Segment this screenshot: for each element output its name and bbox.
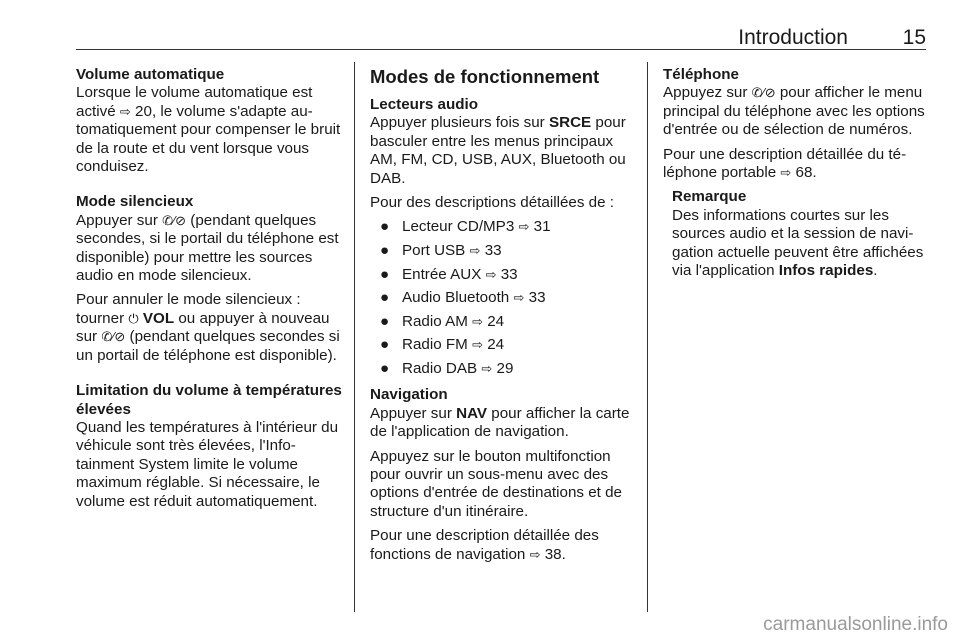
- phone-mute-icon: ✆⁄⊘: [162, 212, 187, 228]
- watermark: carmanualsonline.info: [763, 614, 948, 635]
- list-item: ● Port USB ⇨ 33: [380, 242, 502, 260]
- middle-column: [370, 66, 636, 570]
- list-item: ● Radio AM ⇨ 24: [380, 312, 505, 330]
- page-header: [76, 26, 926, 50]
- list-item: ● Audio Bluetooth ⇨ 33: [380, 289, 546, 307]
- paragraph: Appuyer plusieurs fois sur SRCE pour basculer entre les menus principaux AM, FM, CD, USB, AUX, Bluetooth ou DAB.: [370, 114, 626, 187]
- section-heading: Volume automatique: [76, 66, 225, 83]
- ref-arrow-icon: ⇨: [481, 361, 493, 376]
- power-icon: ⏻: [128, 310, 139, 326]
- phone-mute-icon: ✆⁄⊘: [101, 329, 126, 345]
- left-column: [76, 66, 344, 517]
- ref-arrow-icon: ⇨: [780, 165, 792, 181]
- phone-mute-icon: ✆⁄⊘: [751, 85, 776, 101]
- section-heading: Téléphone: [663, 66, 739, 83]
- paragraph: Pour des descriptions détaillées de :: [370, 194, 614, 212]
- page-number: 15: [902, 26, 926, 49]
- header-divider: [76, 49, 926, 50]
- list-item: ● Radio DAB ⇨ 29: [380, 360, 514, 377]
- paragraph: Pour annuler le mode silencieux : tourner ⏻ VOL ou appuyer à nouveau sur ✆⁄⊘ (pendant quelques secondes si un portail de téléphone est disponible).: [76, 291, 340, 364]
- section-heading: Limitation du volume à températures élevées: [76, 382, 342, 418]
- ref-arrow-icon: ⇨: [469, 243, 481, 259]
- ref-arrow-icon: ⇨: [485, 266, 497, 282]
- section-heading: Lecteurs audio: [370, 96, 479, 113]
- audio-source-list: [370, 218, 636, 378]
- remark-box: [663, 188, 929, 280]
- paragraph: Appuyez sur le bouton multifonction pour ouvrir un sous-menu avec des options d'entrée de destinations et de structure d'un itinéraire.: [370, 447, 622, 520]
- right-column: [663, 66, 929, 286]
- ref-arrow-icon: ⇨: [513, 290, 525, 306]
- ref-arrow-icon: ⇨: [518, 219, 530, 235]
- ref-arrow-icon: ⇨: [472, 337, 483, 353]
- remark-heading: Remarque: [672, 188, 747, 206]
- chapter-title: Modes de fonctionnement: [370, 66, 600, 87]
- list-item: ● Lecteur CD/MP3 ⇨ 31: [380, 218, 551, 236]
- column-divider-left: [354, 62, 355, 612]
- paragraph: Lorsque le volume automatique est activé ⇨ 20, le volume s'adapte automatiquement pour compenser le bruit de la route et du vent lorsque vous conduisez.: [76, 84, 341, 176]
- ref-arrow-icon: ⇨: [529, 546, 541, 562]
- paragraph: Appuyer sur NAV pour afficher la carte de l'application de navigation.: [370, 404, 630, 441]
- list-item: ● Entrée AUX ⇨ 33: [380, 265, 518, 283]
- page-title: Introduction: [738, 26, 848, 49]
- list-item: ● Radio FM ⇨ 24: [380, 336, 505, 354]
- column-divider-right: [647, 62, 648, 612]
- section-heading: Navigation: [370, 386, 448, 404]
- paragraph: Pour une description détaillée du téléphone portable ⇨ 68.: [663, 145, 907, 182]
- paragraph: Des informations courtes sur les sources audio et la session de navigation actuelle peuvent être affichées via l'application Infos rapides.: [672, 206, 924, 280]
- ref-arrow-icon: ⇨: [119, 103, 131, 119]
- paragraph: Appuyer sur ✆⁄⊘ (pendant quelques secondes, si le portail du téléphone est disponible) pour mettre les sources audio en mode silencieux.: [76, 211, 339, 285]
- paragraph: Quand les températures à l'intérieur du véhicule sont très élevées, l'Info-tainment System limite le volume maximum réglable. Si nécessaire, le volume est réduit automatiquement.: [76, 418, 339, 510]
- paragraph: Pour une description détaillée des fonctions de navigation ⇨ 38.: [370, 527, 599, 563]
- section-heading: Mode silencieux: [76, 193, 194, 211]
- ref-arrow-icon: ⇨: [472, 313, 483, 329]
- paragraph: Appuyez sur ✆⁄⊘ pour afficher le menu principal du téléphone avec les options d'entrée ou de sélection de numéros.: [663, 84, 925, 139]
